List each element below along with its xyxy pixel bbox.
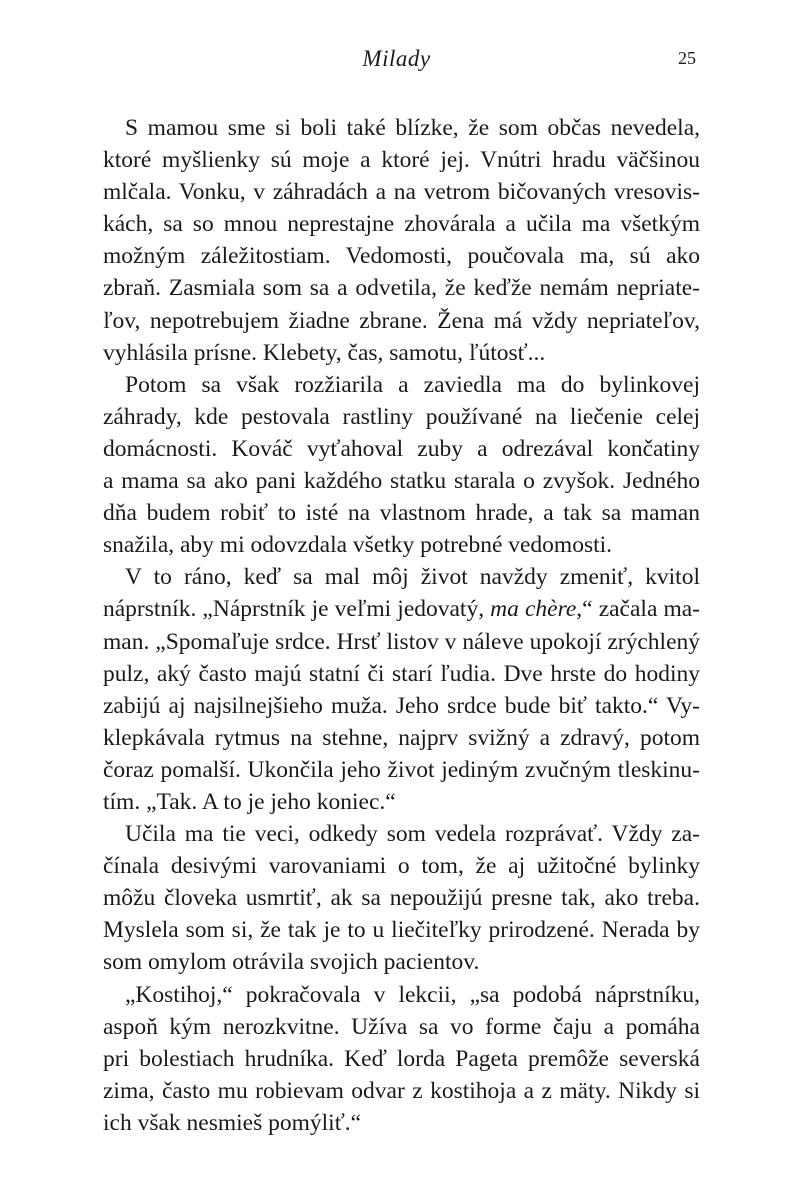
text-line: zbraň. Zasmiala som sa a odvetila, že keďže nemám nepriate- [103, 275, 700, 302]
text-line: V to ráno, keď sa mal môj život navždy zmeniť, kvitol [125, 564, 700, 591]
text-line: ich však nesmieš pomýliť.“ [103, 1109, 362, 1136]
text-line: S mamou sme si boli také blízke, že som občas nevedela, [125, 115, 700, 141]
text-segment: náprstník. „Náprstník je veľmi jedovatý, [103, 596, 485, 623]
italic-phrase: ma chère [490, 596, 577, 623]
text-line: vyhlásila prísne. Klebety, čas, samotu, ľútosť... [103, 339, 546, 366]
text-line: dňa budem robiť to isté na vlastnom hrade, a tak sa maman [103, 500, 700, 527]
text-line: tím. „Tak. A to je jeho koniec.“ [103, 788, 396, 815]
text-line: aspoň kým nerozkvitne. Užíva sa vo forme čaju a pomáha [103, 1013, 700, 1040]
text-line: Myslela som si, že tak je to u liečiteľky prirodzené. Nerada by [103, 917, 700, 944]
text-line: pulz, aký často majú statní či starí ľudia. Dve hrste do hodiny [103, 660, 700, 687]
text-line: zima, často mu robievam odvar z kostihoja a z mäty. Nikdy si [103, 1077, 700, 1104]
text-line: môžu človeka usmrtiť, ak sa nepoužijú presne tak, ako treba. [103, 885, 700, 912]
text-line: záhrady, kde pestovala rastliny používané na liečenie celej [103, 403, 700, 430]
page-number: 25 [678, 48, 696, 68]
text-line: Učila ma tie veci, odkedy som vedela rozprávať. Vždy za- [125, 821, 700, 848]
text-line: ľov, nepotrebujem žiadne zbrane. Žena má vždy nepriateľov, [103, 307, 700, 334]
text-segment: ,“ začala ma- [576, 596, 700, 623]
body-text [103, 112, 700, 1139]
text-line: snažila, aby mi odovzdala všetky potrebné vedomosti. [103, 532, 613, 559]
text-line: kách, sa so mnou neprestajne zhovárala a učila ma všetkým [103, 211, 700, 238]
text-line: Potom sa však rozžiarila a zaviedla ma do bylinkovej [125, 371, 700, 398]
running-title: Milady [362, 46, 431, 71]
running-head [0, 46, 793, 76]
text-line: a mama sa ako pani každého statku starala o zvyšok. Jedného [103, 468, 700, 495]
text-line-mixed [103, 593, 700, 625]
text-line: man. „Spomaľuje srdce. Hrsť listov v náleve upokojí zrýchlený [103, 628, 700, 655]
text-line: som omylom otrávila svojich pacientov. [103, 949, 480, 976]
text-line: čoraz pomalší. Ukončila jeho život jediným zvučným tleskinu- [103, 756, 700, 783]
text-line: možným záležitostiam. Vedomosti, poučovala ma, sú ako [103, 243, 700, 270]
text-line: domácnosti. Kováč vyťahoval zuby a odrezával končatiny [103, 435, 700, 462]
text-line: zabijú aj najsilnejšieho muža. Jeho srdce bude biť takto.“ Vy- [103, 692, 700, 719]
text-line: čínala desivými varovaniami o tom, že aj užitočné bylinky [103, 853, 700, 880]
text-line: mlčala. Vonku, v záhradách a na vetrom bičovaných vresovis- [103, 179, 700, 206]
text-line: klepkávala rytmus na stehne, najprv svižný a zdravý, potom [103, 724, 700, 751]
text-line: „Kostihoj,“ pokračovala v lekcii, „sa podobá náprstníku, [125, 981, 700, 1008]
text-line: ktoré myšlienky sú moje a ktoré jej. Vnútri hradu väčšinou [103, 147, 700, 174]
text-line: pri bolestiach hrudníka. Keď lorda Pageta premôže severská [103, 1045, 700, 1072]
